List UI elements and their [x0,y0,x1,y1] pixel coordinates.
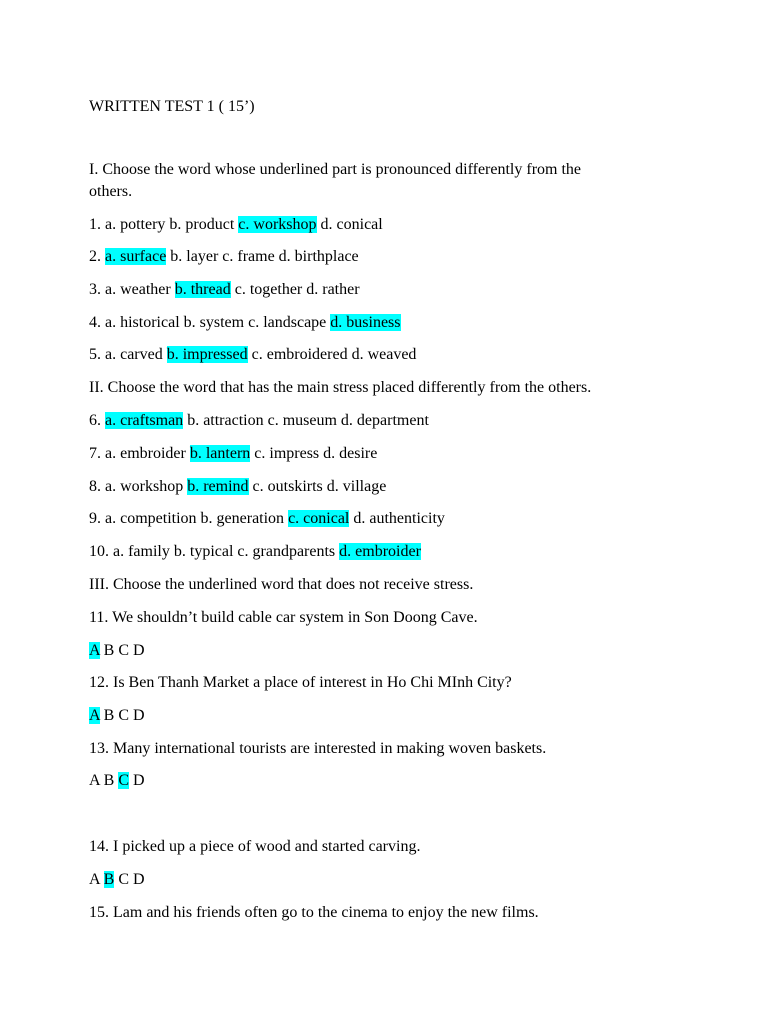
question-8-answer: b. remind [187,478,249,495]
question-7-answer: b. lantern [189,445,251,462]
section-1-heading-line-1: I. Choose the word whose underlined part is pronounced differently from the [89,161,582,178]
question-13-answer: C [118,772,130,789]
section-2-heading: II. Choose the word that has the main stress placed differently from the others. [89,379,592,396]
question-12-answer: A [89,707,100,724]
question-5-answer: b. impressed [166,346,248,363]
question-15: 15. Lam and his friends often go to the cinema to enjoy the new films. [89,904,539,921]
question-14-choices: A B C D [89,871,145,888]
question-6-answer: a. craftsman [105,412,184,429]
question-6: 6. a. craftsman b. attraction c. museum d. department [89,412,429,429]
question-12: 12. Is Ben Thanh Market a place of interest in Ho Chi MInh City? [89,674,512,691]
page-title: WRITTEN TEST 1 ( 15’) [89,98,255,115]
question-12-choices: A B C D [89,707,145,724]
question-1-answer: c. workshop [238,216,317,233]
question-5: 5. a. carved b. impressed c. embroidered d. weaved [89,346,417,363]
question-3: 3. a. weather b. thread c. together d. rather [89,281,360,298]
question-9-answer: c. conical [288,510,350,527]
question-4: 4. a. historical b. system c. landscape d. business [89,314,401,331]
question-4-answer: d. business [330,314,401,331]
question-14-answer: B [103,871,115,888]
question-2-answer: a. surface [105,248,167,265]
question-10-answer: d. embroider [339,543,421,560]
section-1-heading-line-2: others. [89,183,133,200]
question-14: 14. I picked up a piece of wood and started carving. [89,838,421,855]
question-7: 7. a. embroider b. lantern c. impress d. desire [89,445,378,462]
question-9: 9. a. competition b. generation c. conical d. authenticity [89,510,445,527]
question-13: 13. Many international tourists are interested in making woven baskets. [89,740,547,757]
question-11: 11. We shouldn’t build cable car system in Son Doong Cave. [89,609,478,626]
question-11-choices: A B C D [89,642,145,659]
question-11-answer: A [89,642,100,659]
question-10: 10. a. family b. typical c. grandparents d. embroider [89,543,421,560]
question-13-choices: A B C D [89,772,145,789]
section-3-heading: III. Choose the underlined word that does not receive stress. [89,576,474,593]
question-2: 2. a. surface b. layer c. frame d. birthplace [89,248,359,265]
question-3-answer: b. thread [174,281,231,298]
question-8: 8. a. workshop b. remind c. outskirts d. village [89,478,387,495]
question-1: 1. a. pottery b. product c. workshop d. conical [89,216,383,233]
